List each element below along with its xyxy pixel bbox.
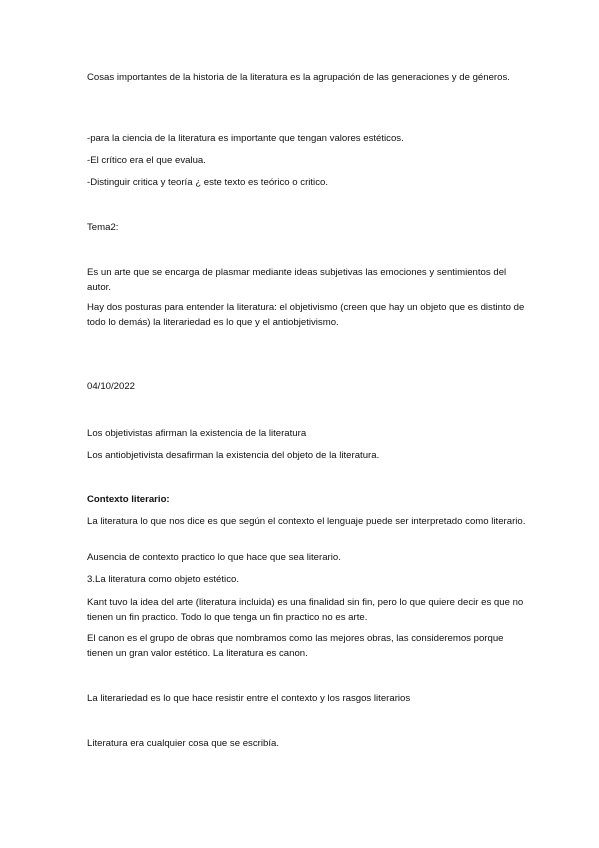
bullet-critique-theory: -Distinguir critica y teoría ¿ este texto es teórico o critico. bbox=[87, 177, 328, 188]
postures-paragraph: Hay dos posturas para entender la literatura: el objetivismo (creen que hay un objeto que es distinto de todo lo demás) la literariedad es lo que y el antiobjetivismo. bbox=[87, 302, 525, 328]
aesthetic-object-line: 3.La literatura como objeto estético. bbox=[87, 574, 239, 585]
bullet-critic: -El crítico era el que evalua. bbox=[87, 155, 206, 166]
antiobjectivists-line: Los antiobjetivista desafirman la existencia del objeto de la literatura. bbox=[87, 450, 380, 461]
objectivists-line: Los objetivistas afirman la existencia de la literatura bbox=[87, 428, 307, 439]
literature-definition-line: Literatura era cualquier cosa que se escribía. bbox=[87, 738, 279, 749]
date-heading: 04/10/2022 bbox=[87, 381, 136, 392]
intro-paragraph: Cosas importantes de la historia de la literatura es la agrupación de las generaciones y de géneros. bbox=[87, 72, 510, 83]
bullet-aesthetic-values: -para la ciencia de la literatura es importante que tengan valores estéticos. bbox=[87, 133, 404, 144]
canon-paragraph: El canon es el grupo de obras que nombramos como las mejores obras, las consideremos porque tienen un gran valor estético. La literatura es canon. bbox=[87, 633, 504, 659]
context-paragraph: La literatura lo que nos dice es que según el contexto el lenguaje puede ser interpretado como literario. bbox=[87, 516, 526, 527]
definition-paragraph: Es un arte que se encarga de plasmar mediante ideas subjetivas las emociones y sentimientos del autor. bbox=[87, 267, 507, 293]
absence-context-line: Ausencia de contexto practico lo que hace que sea literario. bbox=[87, 552, 341, 563]
heading-tema2: Tema2: bbox=[87, 222, 119, 233]
literariness-line: La literariedad es lo que hace resistir entre el contexto y los rasgos literarios bbox=[87, 693, 411, 704]
heading-literary-context: Contexto literario: bbox=[87, 494, 170, 505]
kant-paragraph: Kant tuvo la idea del arte (literatura incluida) es una finalidad sin fin, pero lo que quiere decir es que no tienen un fin practico. Todo lo que tenga un fin practico no es arte. bbox=[87, 597, 524, 623]
